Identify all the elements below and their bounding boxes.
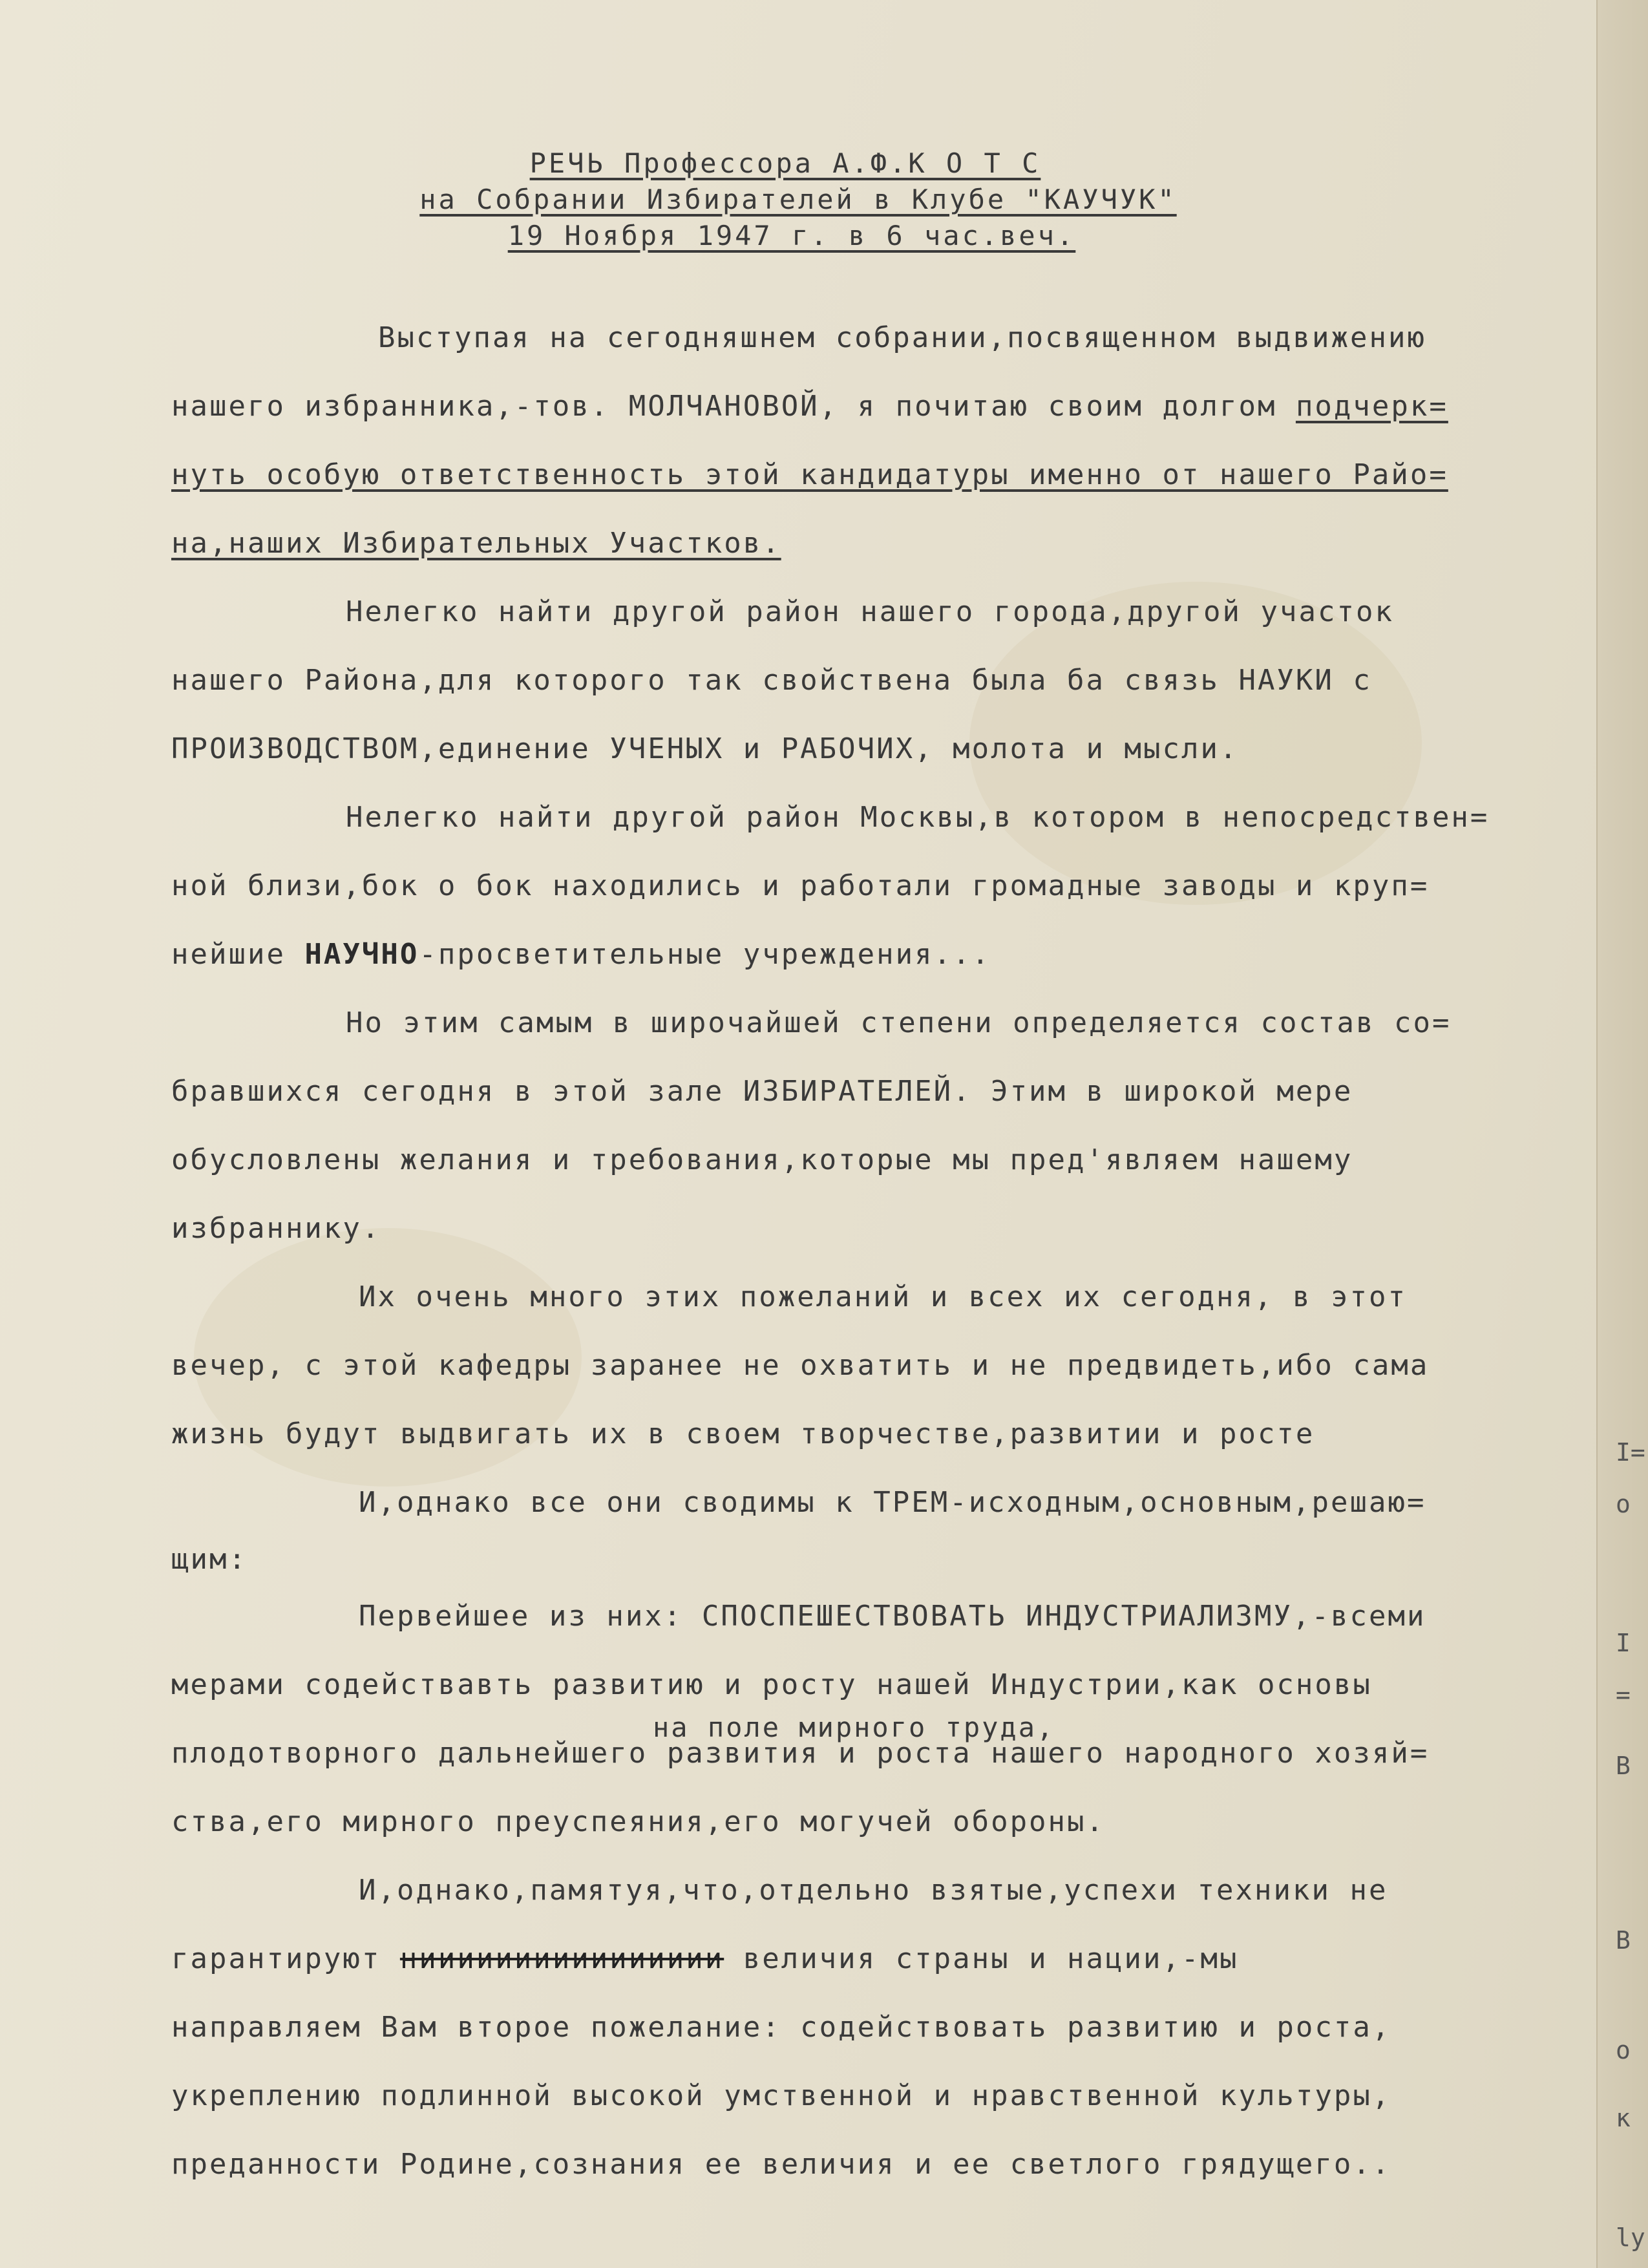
text-line: Нелегко найти другой район нашего города,другой участок: [346, 595, 1394, 628]
margin-mark: B: [1616, 1926, 1631, 1955]
text-line: Первейшее из них: СПОСПЕШЕСТВОВАТЬ ИНДУСТРИАЛИЗМУ,-всеми: [359, 1600, 1426, 1633]
header-date: 19 Ноября 1947 г. в 6 час.веч.: [507, 220, 1076, 251]
struck-out-text: нииииииииииииииии: [399, 1942, 724, 1975]
text-line: Нелегко найти другой район Москвы,в котором в непосредствен=: [346, 801, 1490, 834]
margin-mark: I: [1616, 1629, 1631, 1657]
text-line: бравшихся сегодня в этой зале ИЗБИРАТЕЛЕЙ. Этим в широкой мере: [171, 1075, 1353, 1108]
margin-mark: o: [1616, 1490, 1631, 1518]
margin-mark: к: [1616, 2104, 1631, 2132]
margin-mark: =: [1616, 1680, 1631, 1709]
text-line: ной близи,бок о бок находились и работали громадные заводы и круп=: [171, 869, 1430, 902]
margin-mark: B: [1616, 1752, 1631, 1780]
text-line: [171, 1925, 1619, 1993]
text-line: Но этим самым в широчайшей степени определяется состав со=: [346, 1006, 1452, 1039]
overtyped-text: НАУЧНО: [304, 938, 419, 971]
text-line: плодотворного дальнейшего развития и роста нашего народного хозяй=: [171, 1737, 1430, 1770]
text-line: ства,его мирного преуспеяния,его могучей обороны.: [171, 1805, 1106, 1838]
text-line: щим:: [171, 1543, 248, 1576]
text-line: направляем Вам второе пожелание: содействовать развитию и роста,: [171, 2011, 1391, 2044]
text-line: укреплению подлинной высокой умственной и нравственной культуры,: [171, 2079, 1391, 2112]
text-line: нашего Района,для которого так свойствена была ба связь НАУКИ с: [171, 664, 1372, 697]
text-line: жизнь будут выдвигать их в своем творчестве,развитии и росте: [171, 1417, 1315, 1450]
text-segment: нейшие: [171, 938, 305, 971]
interlinear-insertion: на поле мирного труда,: [653, 1712, 1055, 1743]
text-line: Их очень много этих пожеланий и всех их сегодня, в этот: [359, 1280, 1407, 1313]
text-line: мерами содействавть развитию и росту нашей Индустрии,как основы: [171, 1668, 1372, 1701]
text-line: [171, 920, 1619, 989]
text-segment: величия страны и нации,-мы: [724, 1942, 1239, 1975]
margin-mark: I=: [1616, 1438, 1645, 1467]
underlined-line: на,наших Избирательных Участков.: [171, 527, 781, 560]
document-header: [0, 145, 1648, 254]
text-line: вечер, с этой кафедры заранее не охватить и не предвидеть,ибо сама: [171, 1349, 1430, 1382]
header-venue: на Собрании Избирателей в Клубе "КАУЧУК": [419, 184, 1177, 215]
text-segment: нашего избранника,-тов. МОЛЧАНОВОЙ, я почитаю своим долгом: [171, 390, 1296, 423]
text-line: избраннику.: [171, 1212, 381, 1245]
header-title: РЕЧЬ Профессора А.Ф.К О Т С: [529, 147, 1041, 179]
text-line: И,однако все они сводимы к ТРЕМ-исходным,основным,решаю=: [359, 1486, 1426, 1519]
text-line: [171, 372, 1619, 441]
text-segment: гарантируют: [171, 1942, 400, 1975]
text-line: ПРОИЗВОДСТВОМ,единение УЧЕНЫХ и РАБОЧИХ, молота и мысли.: [171, 732, 1239, 765]
speech-body: [171, 304, 1619, 2199]
text-line: преданности Родине,сознания ее величия и ее светлого грядущего..: [171, 2148, 1391, 2181]
underlined-line: нуть особую ответственность этой кандидатуры именно от нашего Райо=: [171, 458, 1448, 491]
margin-mark: o: [1616, 2036, 1631, 2064]
text-line: И,однако,памятуя,что,отдельно взятые,успехи техники не: [359, 1874, 1388, 1907]
underlined-text: подчерк=: [1295, 390, 1448, 423]
text-segment: -просветительные учреждения...: [419, 938, 991, 971]
margin-mark: ly: [1616, 2223, 1645, 2252]
text-line: Выступая на сегодняшнем собрании,посвященном выдвижению: [378, 321, 1426, 354]
text-line: обусловлены желания и требования,которые мы пред'являем нашему: [171, 1143, 1353, 1176]
